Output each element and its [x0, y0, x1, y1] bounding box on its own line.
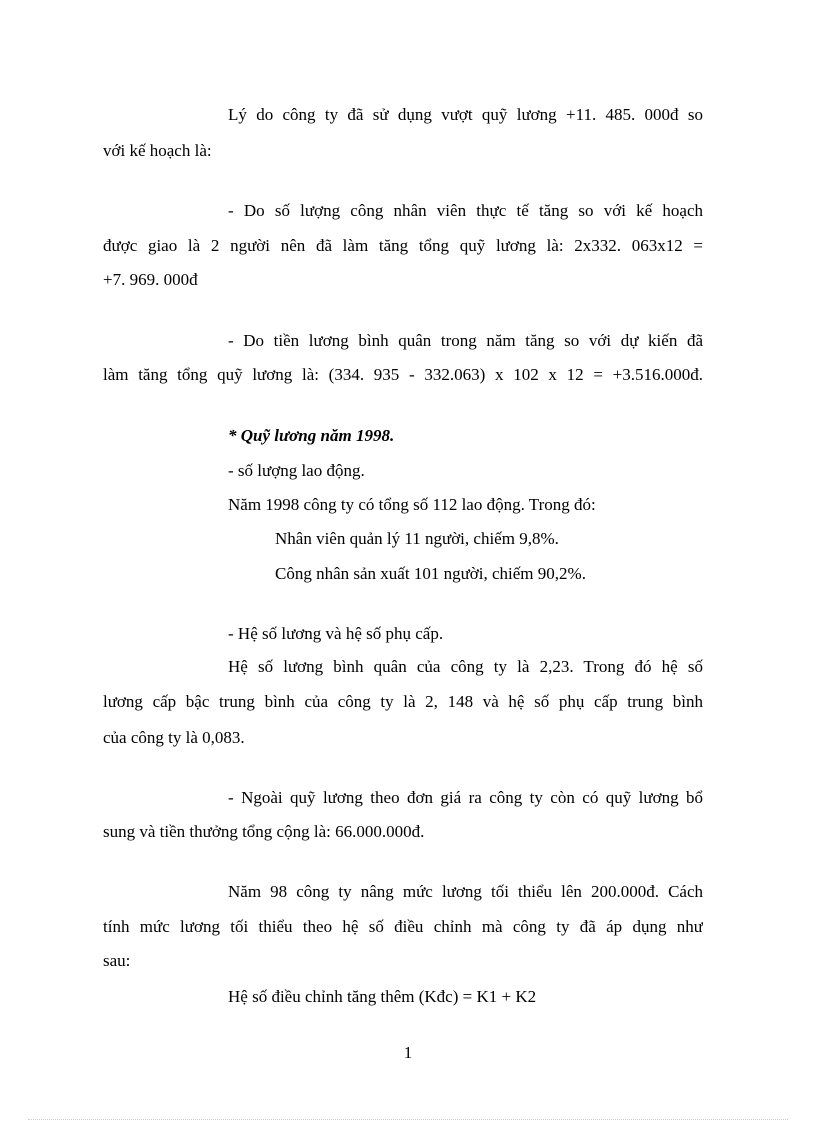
text-line: với kế hoạch là:	[103, 141, 212, 160]
text-line: Hệ số điều chỉnh tăng thêm (Kđc) = K1 + K2	[228, 987, 537, 1006]
text-line: được giao là 2 người nên đã làm tăng tổng quỹ lương là: 2x332. 063x12 =	[103, 236, 703, 255]
page-number: 1	[403, 1043, 413, 1062]
text-line: +7. 969. 000đ	[103, 270, 198, 289]
text-line: - Ngoài quỹ lương theo đơn giá ra công ty còn có quỹ lương bổ	[228, 788, 703, 807]
text-line: Công nhân sản xuất 101 người, chiếm 90,2%.	[275, 564, 586, 583]
text-line: của công ty là 0,083.	[103, 728, 245, 747]
text-line: Hệ số lương bình quân của công ty là 2,23. Trong đó hệ số	[228, 657, 703, 676]
section-heading: * Quỹ lương năm 1998.	[228, 426, 395, 445]
text-line: - Hệ số lương và hệ số phụ cấp.	[228, 624, 444, 643]
footer-divider	[28, 1119, 788, 1120]
text-line: sung và tiền thưởng tổng cộng là: 66.000.000đ.	[103, 822, 425, 841]
text-line: sau:	[103, 951, 131, 970]
text-line: - Do số lượng công nhân viên thực tế tăng so với kế hoạch	[228, 201, 703, 220]
text-line: Lý do công ty đã sử dụng vượt quỹ lương +11. 485. 000đ so	[228, 105, 703, 124]
text-line: Năm 98 công ty nâng mức lương tối thiểu lên 200.000đ. Cách	[228, 882, 703, 901]
text-line: Nhân viên quản lý 11 người, chiếm 9,8%.	[275, 529, 559, 548]
text-line: làm tăng tổng quỹ lương là: (334. 935 - 332.063) x 102 x 12 = +3.516.000đ.	[103, 365, 703, 384]
text-line: lương cấp bậc trung bình của công ty là 2, 148 và hệ số phụ cấp trung bình	[103, 692, 703, 711]
text-line: - số lượng lao động.	[228, 461, 365, 480]
text-line: - Do tiền lương bình quân trong năm tăng so với dự kiến đã	[228, 331, 703, 350]
text-line: Năm 1998 công ty có tổng số 112 lao động. Trong đó:	[228, 495, 596, 514]
text-line: tính mức lương tối thiểu theo hệ số điều chỉnh mà công ty đã áp dụng như	[103, 917, 703, 936]
